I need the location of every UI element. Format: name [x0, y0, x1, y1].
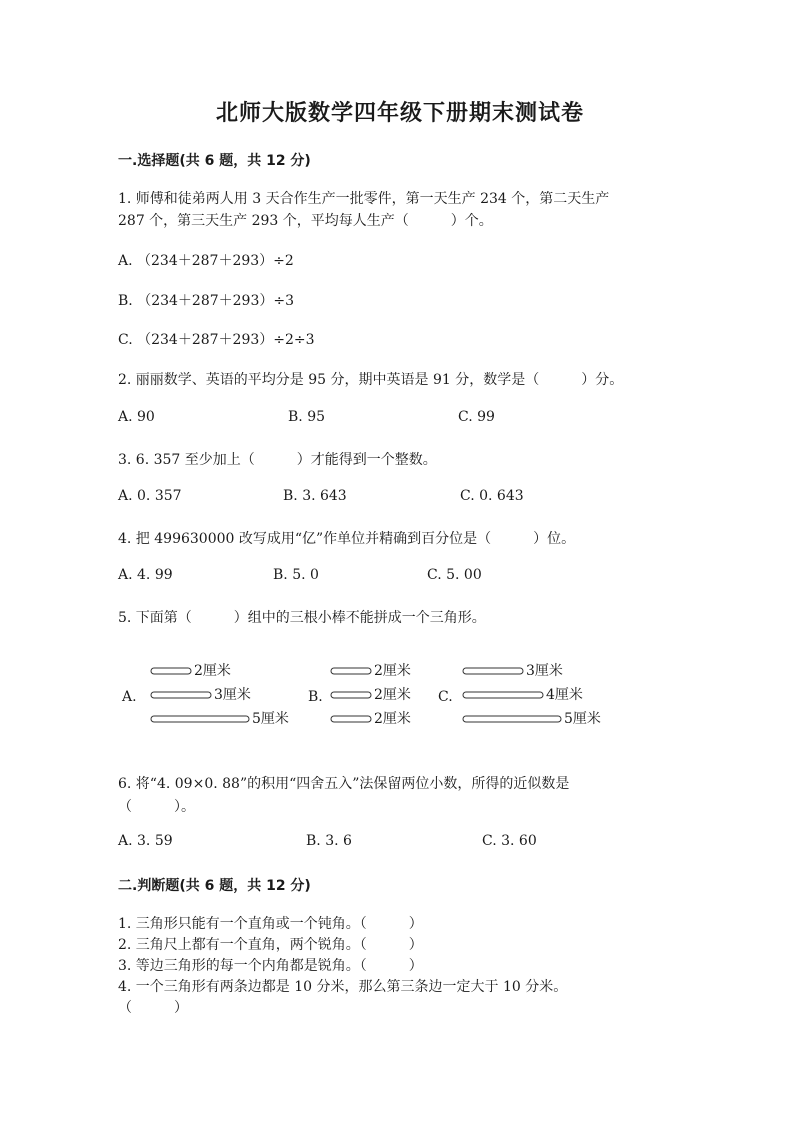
page-title: 北师大版数学四年级下册期末测试卷 — [215, 100, 584, 126]
section-1-heading: 一.选择题(共 6 题，共 12 分) — [118, 153, 311, 169]
group-a-stick-2 — [151, 692, 211, 698]
group-c-label: C. — [438, 689, 453, 705]
q3-option-a: A. 0. 357 — [118, 488, 182, 504]
group-b-stick-1-label: 2厘米 — [374, 663, 411, 679]
group-a-stick-2-label: 3厘米 — [214, 687, 251, 703]
tf-item-4: 4. 一个三角形有两条边都是 10 分米，那么第三条边一定大于 10 分米。 — [118, 979, 568, 995]
group-c-stick-1-label: 3厘米 — [526, 663, 563, 679]
q1-line-2: 287 个，第三天生产 293 个，平均每人生产（ ）个。 — [118, 213, 493, 229]
group-c-stick-3-label: 5厘米 — [564, 711, 601, 727]
q1-option-c: C. （234＋287＋293）÷2÷3 — [118, 332, 315, 348]
group-c-stick-2 — [463, 692, 543, 698]
q6-option-b: B. 3. 6 — [306, 833, 352, 849]
stick-figure — [118, 655, 618, 735]
group-b-stick-3-label: 2厘米 — [374, 711, 411, 727]
group-b-label: B. — [308, 689, 323, 705]
q6-line-2: （ ）。 — [118, 799, 195, 815]
section-2-heading: 二.判断题(共 6 题，共 12 分) — [118, 878, 311, 894]
tf-item-1: 1. 三角形只能有一个直角或一个钝角。（ ） — [118, 916, 423, 932]
q2-option-a: A. 90 — [118, 409, 155, 425]
group-b-stick-3 — [331, 716, 371, 722]
q6-line-1: 6. 将“4. 09×0. 88”的积用“四舍五入”法保留两位小数，所得的近似数是 — [118, 776, 570, 792]
group-a-stick-1 — [151, 668, 191, 674]
q6-options — [118, 833, 678, 853]
q1-option-b: B. （234＋287＋293）÷3 — [118, 293, 294, 309]
q6-option-a: A. 3. 59 — [118, 833, 173, 849]
q4-option-a: A. 4. 99 — [118, 567, 173, 583]
q4-options — [118, 567, 678, 587]
group-c-stick-1 — [463, 668, 523, 674]
q2-options — [118, 409, 678, 429]
q5-line-1: 5. 下面第（ ）组中的三根小棒不能拼成一个三角形。 — [118, 610, 486, 626]
group-a-stick-3-label: 5厘米 — [252, 711, 289, 727]
q3-line-1: 3. 6. 357 至少加上（ ）才能得到一个整数。 — [118, 452, 437, 468]
q3-option-c: C. 0. 643 — [460, 488, 524, 504]
group-c-stick-2-label: 4厘米 — [546, 687, 583, 703]
q1-line-1: 1. 师傅和徒弟两人用 3 天合作生产一批零件，第一天生产 234 个，第二天生产 — [118, 191, 610, 207]
q3-option-b: B. 3. 643 — [283, 488, 347, 504]
q2-option-c: C. 99 — [458, 409, 495, 425]
tf-item-3: 3. 等边三角形的每一个内角都是锐角。（ ） — [118, 958, 423, 974]
q4-line-1: 4. 把 499630000 改写成用“亿”作单位并精确到百分位是（ ）位。 — [118, 531, 576, 547]
q4-option-c: C. 5. 00 — [427, 567, 482, 583]
q4-option-b: B. 5. 0 — [273, 567, 319, 583]
q2-line-1: 2. 丽丽数学、英语的平均分是 95 分，期中英语是 91 分，数学是（ ）分。 — [118, 372, 624, 388]
tf-item-2: 2. 三角尺上都有一个直角，两个锐角。（ ） — [118, 937, 423, 953]
tf-item-4-answer: （ ） — [118, 1000, 188, 1016]
group-c-stick-3 — [463, 716, 561, 722]
group-b-stick-2 — [331, 692, 371, 698]
group-b-stick-1 — [331, 668, 371, 674]
q2-option-b: B. 95 — [288, 409, 326, 425]
q3-options — [118, 488, 678, 508]
q1-option-a: A. （234＋287＋293）÷2 — [118, 253, 294, 269]
group-a-stick-1-label: 2厘米 — [194, 663, 231, 679]
group-b-stick-2-label: 2厘米 — [374, 687, 411, 703]
group-a-label: A. — [122, 689, 137, 705]
q6-option-c: C. 3. 60 — [482, 833, 537, 849]
group-a-stick-3 — [151, 716, 249, 722]
